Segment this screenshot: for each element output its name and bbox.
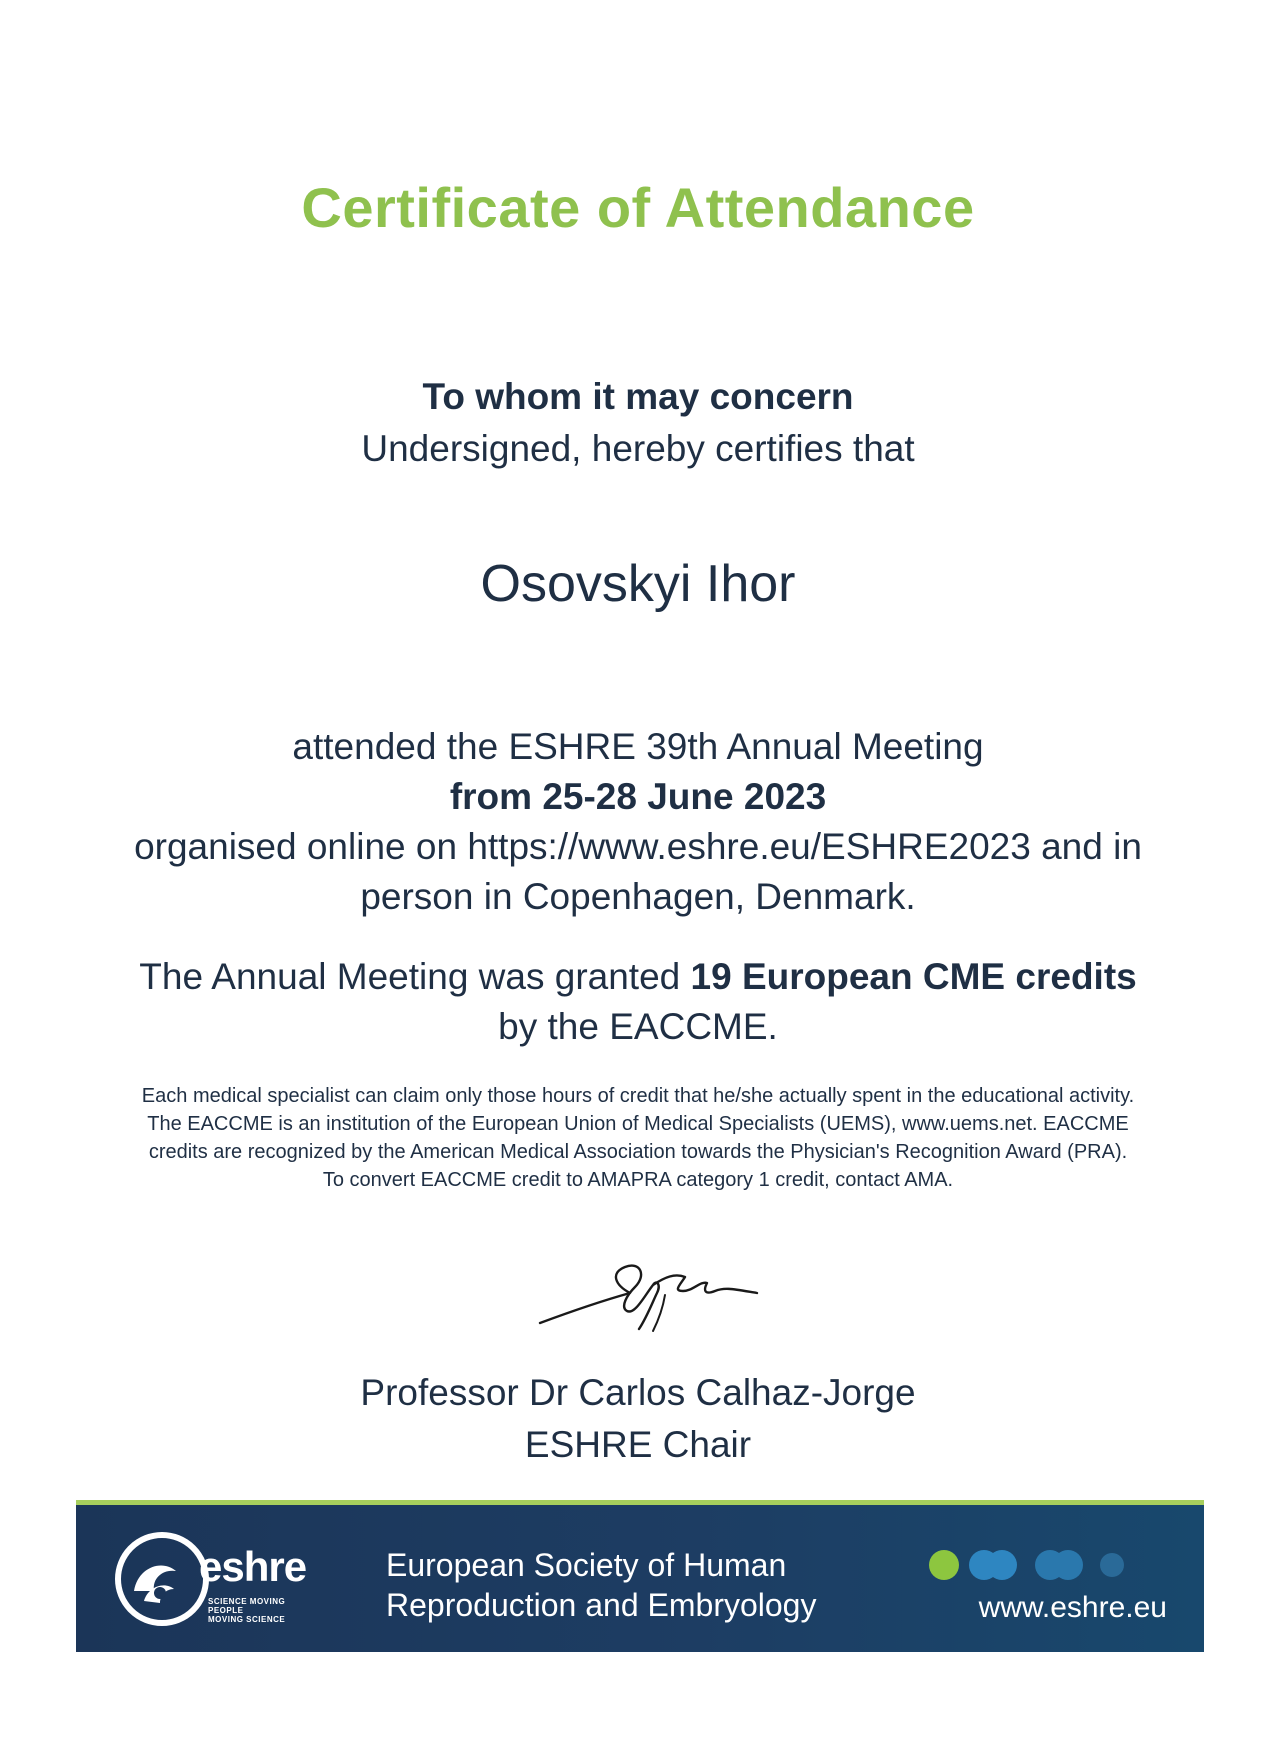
online-line: organised online on https://www.eshre.eu/ESHRE2023 and in [134, 826, 1142, 867]
credits-amount: 19 European CME credits [690, 956, 1137, 997]
signer-role: ESHRE Chair [524, 1424, 752, 1465]
decorative-dots-icon [926, 1547, 1166, 1583]
credits-line [0, 956, 1276, 998]
certifies-line: Undersigned, hereby certifies that [361, 428, 915, 469]
logo-wordmark: eshre [199, 1543, 307, 1590]
certificate-title: Certificate of Attendance [301, 176, 975, 239]
organisation-name-line: Reproduction and Embryology [386, 1587, 817, 1623]
signature [535, 1255, 765, 1335]
logo-tagline-line: SCIENCE MOVING [208, 1597, 286, 1606]
signer-name: Professor Dr Carlos Calhaz-Jorge [360, 1372, 916, 1413]
fine-print-line: To convert EACCME credit to AMAPRA category 1 credit, contact AMA. [322, 1169, 954, 1191]
footer-banner [76, 1500, 1204, 1652]
credits-suffix: by the EACCME. [498, 1006, 778, 1047]
greeting: To whom it may concern [422, 376, 854, 417]
eshre-wave-logo-icon [114, 1531, 210, 1627]
logo-tagline [208, 1597, 308, 1624]
location-line: person in Copenhagen, Denmark. [360, 876, 916, 917]
fine-print-line: The EACCME is an institution of the European Union of Medical Specialists (UEMS), www.uems.net. EACCME [147, 1113, 1129, 1135]
website-link[interactable]: www.eshre.eu [978, 1591, 1167, 1624]
attended-line: attended the ESHRE 39th Annual Meeting [292, 726, 984, 767]
logo-tagline-line: PEOPLE [208, 1606, 244, 1615]
organisation-name-line: European Society of Human [386, 1547, 787, 1583]
credits-prefix: The Annual Meeting was granted [139, 956, 691, 997]
fine-print-line: Each medical specialist can claim only those hours of credit that he/she actually spent in the educational activity. [141, 1085, 1135, 1107]
attendee-name: Osovskyi Ihor [480, 555, 796, 613]
logo-tagline-line: MOVING SCIENCE [208, 1615, 286, 1624]
dates-line: from 25-28 June 2023 [449, 776, 827, 817]
fine-print-line: credits are recognized by the American Medical Association towards the Physician's Recognition Award (PRA). [148, 1141, 1128, 1163]
